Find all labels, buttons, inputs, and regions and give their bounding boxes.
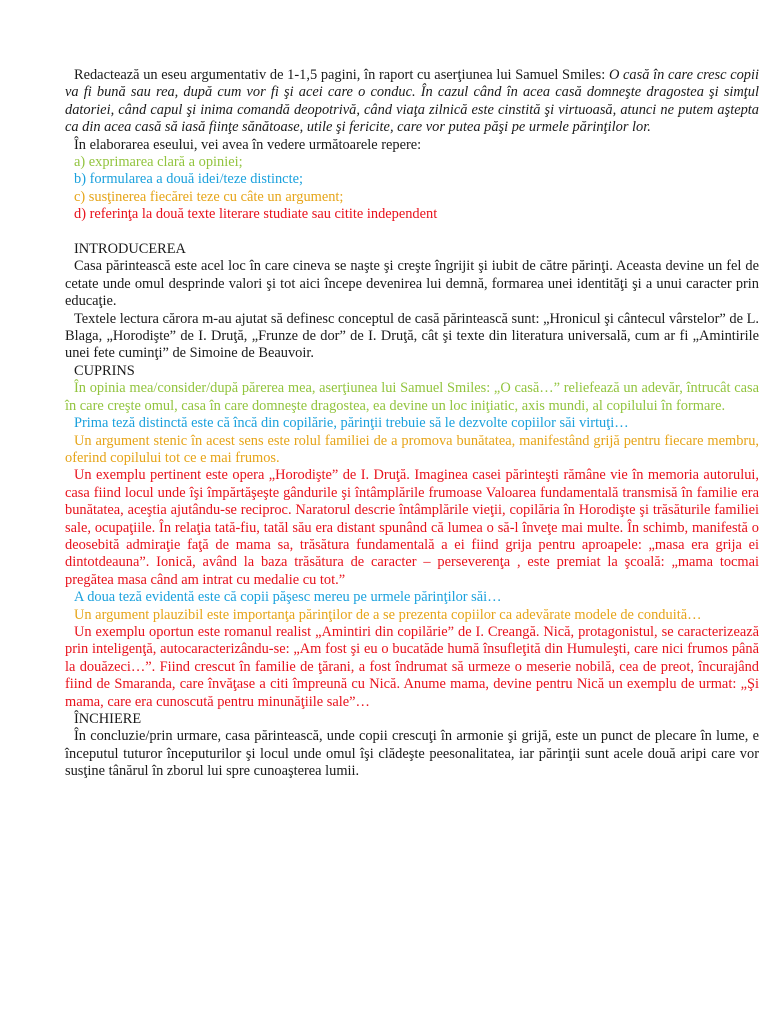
cuprins-opinion: În opinia mea/consider/după părerea mea, aserţiunea lui Samuel Smiles: „O casă…” reliefează un adevăr, întrucât casa în care creşte omul, casa în care domneşte dragostea, ea devine un loc iniţiatic, axis mundi, al copilului în formare. (65, 380, 759, 414)
smiles-quote: O casă în care cresc copii va fi bună sau rea, după cum vor fi şi acei care o conduc. În cazul când în acea casă domneşte dragostea şi simţul datoriei, când capul şi inima comandă deopotrivă, când viaţa zilnică este cinstită şi virtuoasă, atunci ne putem aştepta ca din acea casă să iasă fiinţe sănătoase, utile şi fericite, care vor putea păşi pe urmele părinţilor lor. (65, 67, 759, 136)
repere-item-d: d) referinţa la două texte literare studiate sau citite independent (74, 206, 438, 223)
repere-item-c: c) susţinerea fiecărei teze cu câte un argument; (74, 188, 344, 205)
task-paragraph (65, 67, 759, 137)
section-heading-incheiere: ÎNCHIERE (74, 711, 142, 728)
cuprins-thesis-2: A doua teză evidentă este că copii păşesc mereu pe urmele părinţilor săi… (74, 589, 502, 606)
cuprins-example-1: Un exemplu pertinent este opera „Horodişte” de I. Druţă. Imaginea casei părinteşti rămâne vie în memoria autorului, casa fiind locul unde îşi împărtăşeşte gândurile şi întâmplările frumoase Valoarea fundamentală transmisă în familie era bunătatea, aceştia ajutându-se reciproc. Naratorul descrie întâmplările vieţii, copilăria în Horodişte şi trăsăturile familiei sale, ocupaţiile. În relaţia tată-fiu, tatăl său era distant spunând că lumea o să-l înveţe mai multe. În schimb, manifestă o deosebită admiraţie faţă de mama sa, trăsătura fundamentală a ei fiind grija pentru aproapele: „masa era grija ei dintotdeauna”. Ionică, având la baza trăsătura de caracter – perseverenţa , este premiat la şcoală: „mama tocmai pregătea masa când am intrat cu medalie cu tot.” (65, 467, 759, 588)
task-lead: Redactează un eseu argumentativ de 1-1,5 pagini, în raport cu aserţiunea lui Samuel Smiles: (74, 67, 609, 83)
essay-document (65, 67, 759, 781)
blank-line (65, 224, 759, 241)
repere-item-b: b) formularea a două idei/teze distincte; (74, 171, 303, 188)
cuprins-argument-1: Un argument stenic în acest sens este rolul familiei de a promova bunătatea, manifestând grijă pentru fiecare membru, oferind copilului tot ce e mai frumos. (65, 432, 759, 466)
section-heading-cuprins: CUPRINS (74, 362, 135, 379)
incheiere-paragraph: În concluzie/prin urmare, casa părintească, unde copii crescuţi în armonie şi grijă, este un punct de plecare în lume, e începutul tuturor începuturilor şi locul unde omul îşi clădeşte peesonalitatea, iar părinţii sunt acele două aripi care vor susţine tânărul în zborul lui spre cunoaşterea lumii. (65, 728, 759, 780)
cuprins-thesis-1: Prima teză distinctă este că încă din copilărie, părinţii trebuie să le dezvolte copiilor săi virtuţi… (74, 415, 629, 432)
introducere-paragraph-1: Casa părintească este acel loc în care cineva se naşte şi creşte îngrijit şi iubit de către părinţi. Aceasta devine un fel de cetate unde omul desprinde valori şi tot aici începe devenirea lui demnă, formarea unei identităţi şi a unui caracter prin educaţie. (65, 258, 759, 310)
repere-lead: În elaborarea eseului, vei avea în vedere următoarele repere: (74, 136, 422, 153)
cuprins-example-2: Un exemplu oportun este romanul realist „Amintiri din copilărie” de I. Creangă. Nică, protagonistul, se caracterizează prin inteligenţă, autocaracterizându-se: „Am fost şi eu o bucatăde humă însufleţită din Humuleşti, care nici frumos până la douăzeci…”. Fiind crescut în familie de ţărani, a fost îndrumat să urmeze o meserie nobilă, cea de preot, încurajând fiind de Smaranda, care învăţase a citi împreună cu Nică. Anume mama, devine pentru Nică un exemplu de urmat: „Şi mama, care era cunoscută pentru minunăţiile sale”… (65, 623, 759, 710)
cuprins-argument-2: Un argument plauzibil este importanţa părinţilor de a se prezenta copiilor ca adevărate modele de conduită… (74, 606, 702, 623)
section-heading-introducere: INTRODUCEREA (74, 241, 186, 258)
repere-item-a: a) exprimarea clară a opiniei; (74, 154, 243, 171)
introducere-paragraph-2: Textele lectura cărora m-au ajutat să definesc conceptul de casă părintească sunt: „Hronicul şi cântecul vârstelor” de L. Blaga, „Horodişte” de I. Druţă, „Frunze de dor” de I. Druţă, cât şi texte din literatura universală, cum ar fi „Amintirile unei fete cuminţi” de Simoine de Beauvoir. (65, 310, 759, 362)
